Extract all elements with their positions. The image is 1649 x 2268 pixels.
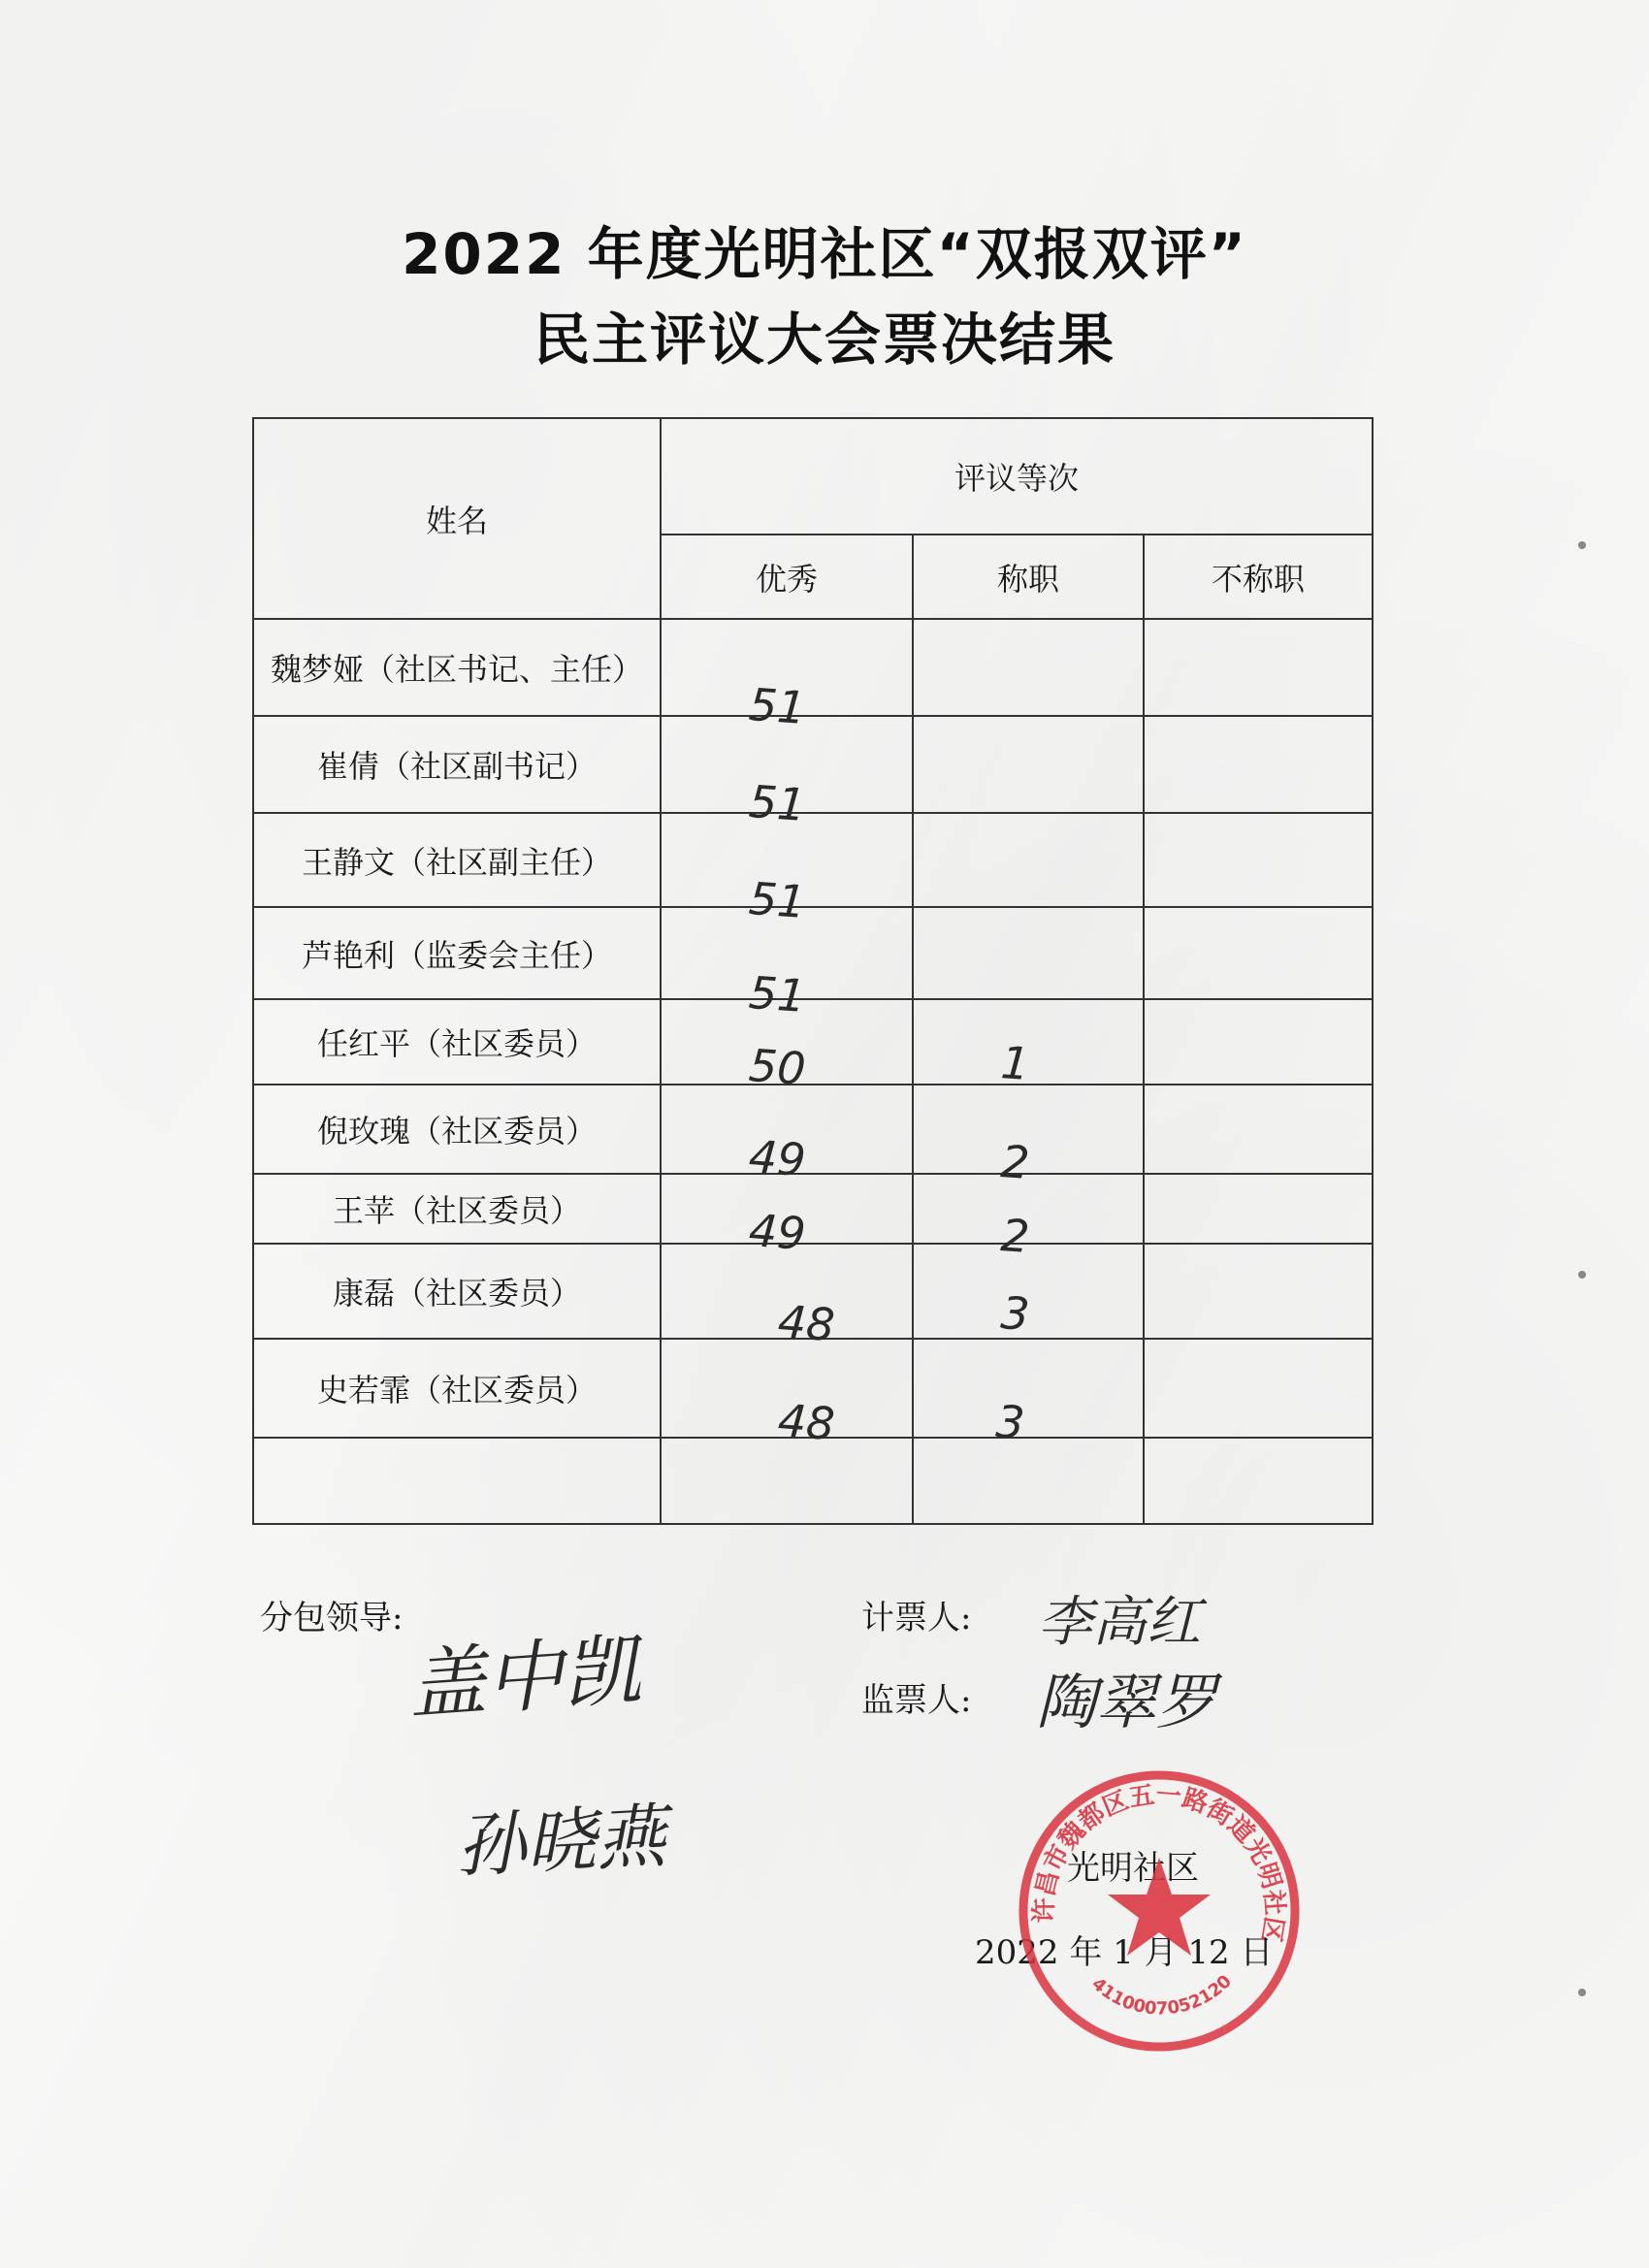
name-text: 魏梦娅（社区书记、主任） [270, 651, 643, 688]
competent-count: 3 [994, 1395, 1027, 1449]
seal-code: 4110007052120 [1087, 1970, 1236, 2020]
row-excellent [661, 999, 913, 1095]
row-incompetent [1144, 619, 1373, 716]
header-incompetent: 不称职 [1144, 535, 1373, 619]
row-name [253, 619, 661, 716]
table-row [253, 999, 1373, 1085]
excellent-count: 50 [747, 1039, 808, 1095]
excellent-count: 49 [747, 1130, 808, 1186]
row-name [253, 907, 661, 999]
row-incompetent [1144, 813, 1373, 907]
row-name [253, 1174, 661, 1244]
table-row [253, 1339, 1373, 1438]
row-excellent [661, 1244, 913, 1351]
table-row [253, 813, 1373, 907]
row-competent [913, 1174, 1144, 1263]
excellent-count: 51 [747, 775, 808, 831]
name-text: 芦艳利（监委会主任） [301, 936, 612, 974]
row-incompetent [1144, 1244, 1373, 1339]
row-incompetent [1144, 716, 1373, 813]
name-text: 王苹（社区委员） [332, 1192, 581, 1229]
document-title-line2: 民主评议大会票决结果 [533, 307, 1116, 373]
row-excellent [661, 907, 913, 1022]
competent-count: 1 [999, 1036, 1032, 1090]
row-name [253, 999, 661, 1085]
row-incompetent [1144, 999, 1373, 1085]
table-row [253, 1085, 1373, 1174]
competent-count: 2 [999, 1209, 1032, 1263]
leader-label: 分包领导: [260, 1599, 404, 1637]
table-row [253, 1174, 1373, 1244]
row-incompetent [1144, 1085, 1373, 1174]
row-competent [913, 1339, 1144, 1449]
excellent-count: 51 [747, 678, 808, 734]
header-competent: 称职 [913, 535, 1144, 619]
table-row [253, 619, 1373, 716]
seal-text: 许昌市魏都区五一路街道光明社区 [1029, 1780, 1289, 1945]
excellent-count: 49 [747, 1204, 808, 1260]
name-text: 史若霏（社区委员） [316, 1372, 597, 1409]
footer-date: 2022 年 1 月 12 日 [975, 1933, 1274, 1972]
svg-text:4110007052120 [1087, 1971, 1236, 2019]
header-rating-group: 评议等次 [661, 418, 1373, 535]
row-competent [913, 813, 1144, 907]
official-seal [1014, 1766, 1305, 2057]
row-excellent [661, 619, 913, 734]
row-excellent [661, 716, 913, 831]
row-incompetent [1144, 1174, 1373, 1244]
competent-count: 3 [999, 1286, 1032, 1341]
header-name: 姓名 [253, 418, 661, 619]
row-name [253, 1085, 661, 1174]
row-incompetent [1144, 907, 1373, 999]
table-row [253, 716, 1373, 813]
name-text: 倪玫瑰（社区委员） [316, 1113, 597, 1150]
row-excellent [661, 1174, 913, 1260]
seal-graphic [1014, 1766, 1305, 2057]
row-competent [913, 716, 1144, 813]
row-incompetent [1144, 1339, 1373, 1438]
counter-signature: 李高红 [1038, 1591, 1201, 1654]
row-competent [913, 907, 1144, 999]
name-text: 王静文（社区副主任） [301, 843, 612, 881]
vote-result-table [252, 417, 1374, 1525]
row-name [253, 716, 661, 813]
binding-dot [1578, 1989, 1586, 1996]
excellent-count: 48 [776, 1295, 837, 1351]
name-text: 任红平（社区委员） [316, 1025, 597, 1062]
header-excellent: 优秀 [661, 535, 913, 619]
counter-label: 计票人: [861, 1599, 972, 1637]
row-name [253, 1339, 661, 1438]
excellent-count: 51 [747, 872, 808, 928]
leader-signature-1: 盖中凯 [404, 1624, 644, 1732]
excellent-count: 48 [776, 1394, 837, 1450]
name-text: 崔倩（社区副书记） [316, 748, 597, 785]
supervisor-signature: 陶翠罗 [1036, 1667, 1217, 1737]
table-row [253, 1244, 1373, 1339]
excellent-count: 51 [747, 966, 808, 1022]
footer-org: 光明社区 [1067, 1849, 1199, 1888]
row-name [253, 1244, 661, 1339]
supervisor-label: 监票人: [861, 1681, 972, 1720]
row-competent [913, 999, 1144, 1090]
binding-dot [1578, 541, 1586, 549]
row-competent [913, 1085, 1144, 1189]
binding-dot [1578, 1271, 1586, 1279]
row-name [253, 813, 661, 907]
row-excellent [661, 1085, 913, 1186]
competent-count: 2 [999, 1135, 1032, 1189]
seal-star-icon [1108, 1858, 1211, 1956]
row-competent [913, 1244, 1144, 1339]
row-excellent [661, 1339, 913, 1450]
document-title-line1: 2022 年度光明社区“双报双评” [402, 221, 1247, 287]
table-row [253, 907, 1373, 999]
name-text: 康磊（社区委员） [332, 1275, 581, 1312]
row-competent [913, 619, 1144, 716]
table-row-empty [253, 1438, 1373, 1524]
leader-signature-2: 孙晓燕 [454, 1795, 668, 1888]
row-excellent [661, 813, 913, 928]
